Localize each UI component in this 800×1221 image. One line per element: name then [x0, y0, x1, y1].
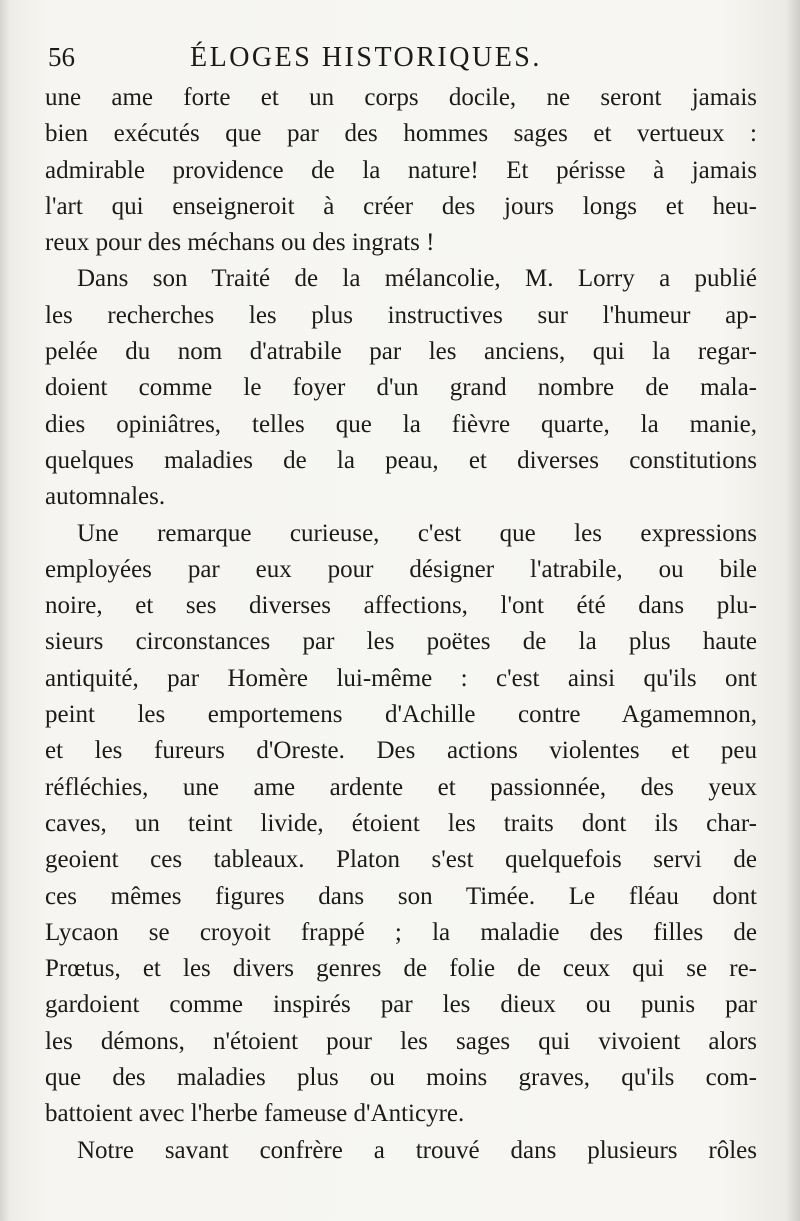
text-line: l'art qui enseigneroit à créer des jours longs et heu- — [45, 192, 757, 220]
text-line: antiquité, par Homère lui-même : c'est ainsi qu'ils ont — [45, 664, 757, 692]
running-head — [48, 40, 760, 80]
text-line: geoient ces tableaux. Platon s'est quelquefois servi de — [45, 846, 757, 874]
text-line: pelée du nom d'atrabile par les anciens, qui la regar- — [45, 338, 757, 366]
text-line: que des maladies plus ou moins graves, qu'ils com- — [45, 1064, 757, 1092]
text-line: et les fureurs d'Oreste. Des actions violentes et peu — [45, 737, 757, 765]
text-line: ces mêmes figures dans son Timée. Le fléau dont — [45, 882, 757, 910]
paragraph-first-line: Notre savant confrère a trouvé dans plusieurs rôles — [77, 1136, 757, 1164]
text-line: une ame forte et un corps docile, ne seront jamais — [45, 84, 757, 111]
running-title: ÉLOGES HISTORIQUES. — [190, 42, 542, 73]
text-line: Prœtus, et les divers genres de folie de ceux qui se re- — [45, 955, 757, 983]
text-line: sieurs circonstances par les poëtes de la plus haute — [45, 628, 757, 656]
body-text — [45, 80, 757, 1169]
text-line: caves, un teint livide, étoient les traits dont ils char- — [45, 809, 757, 837]
text-line: admirable providence de la nature! Et périsse à jamais — [45, 156, 757, 184]
text-line: automnales. — [45, 483, 166, 511]
paragraph-first-line: Dans son Traité de la mélancolie, M. Lorry a publié — [77, 265, 757, 293]
text-line: peint les emportemens d'Achille contre Agamemnon, — [45, 701, 757, 729]
text-line: dies opiniâtres, telles que la fièvre quarte, la manie, — [45, 410, 757, 438]
page-right-shadow — [786, 0, 800, 1221]
text-line: Lycaon se croyoit frappé ; la maladie des filles de — [45, 918, 757, 946]
text-line: battoient avec l'herbe fameuse d'Anticyre. — [45, 1100, 465, 1128]
text-line: quelques maladies de la peau, et diverses constitutions — [45, 446, 757, 474]
text-line: reux pour des méchans ou des ingrats ! — [45, 229, 435, 257]
text-line: les démons, n'étoient pour les sages qui vivoient alors — [45, 1027, 757, 1055]
text-line: doient comme le foyer d'un grand nombre de mala- — [45, 374, 757, 402]
text-line: gardoient comme inspirés par les dieux ou punis par — [45, 991, 757, 1019]
text-line: réfléchies, une ame ardente et passionnée, des yeux — [45, 773, 757, 801]
page-left-shadow — [0, 0, 10, 1221]
paragraph-first-line: Une remarque curieuse, c'est que les expressions — [77, 519, 757, 547]
text-line: employées par eux pour désigner l'atrabile, ou bile — [45, 555, 757, 583]
text-line: bien exécutés que par des hommes sages et vertueux : — [45, 120, 757, 148]
page-number: 56 — [48, 42, 75, 72]
text-line: les recherches les plus instructives sur l'humeur ap- — [45, 301, 757, 329]
text-line: noire, et ses diverses affections, l'ont été dans plu- — [45, 592, 757, 620]
